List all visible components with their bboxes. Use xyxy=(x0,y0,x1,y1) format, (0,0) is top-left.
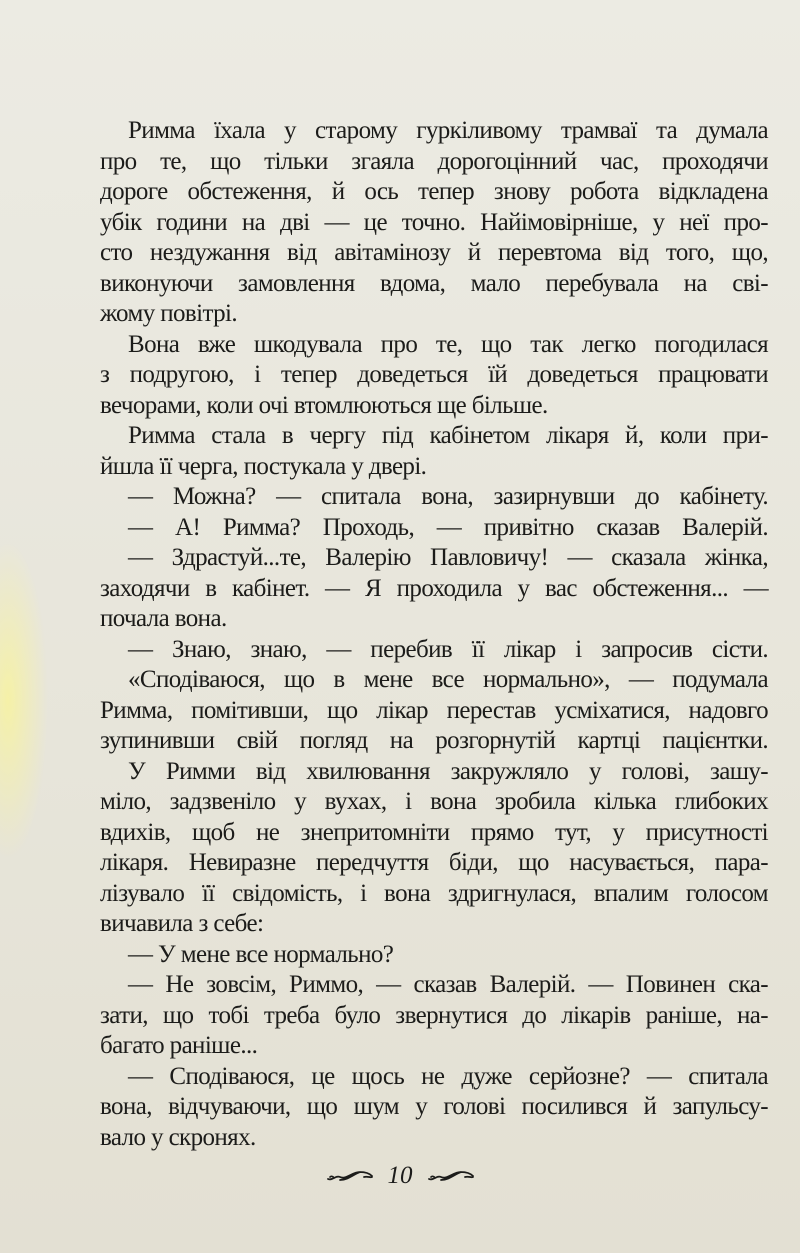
text-line: виконуючи замовлення вдома, мало перебувала на сві- xyxy=(100,269,768,297)
page-number: 10 xyxy=(387,1162,413,1189)
text-line: заходячи в кабінет. — Я проходила у вас обстеження... — xyxy=(100,574,768,602)
book-page-text xyxy=(100,116,768,1153)
text-line: почала вона. xyxy=(100,605,227,632)
text-line: — Знаю, знаю, — перебив її лікар і запросив сісти. xyxy=(128,635,768,663)
text-line: «Сподіваюся, що в мене все нормально», — подумала xyxy=(128,666,768,693)
text-line: міло, задзвеніло у вухах, і вона зробила кілька глибоких xyxy=(100,788,768,815)
text-line: — Можна? — спитала вона, зазирнувши до кабінету. xyxy=(128,483,768,510)
text-line: йшла її черга, постукала у двері. xyxy=(100,452,427,480)
text-line: зупинивши свій погляд на розгорнутій картці пацієнтки. xyxy=(100,727,768,754)
flourish-left-icon xyxy=(326,1168,374,1184)
text-line: — У мене все нормально? xyxy=(128,940,394,968)
text-line: лікаря. Невиразне передчуття біди, що насувається, пара- xyxy=(100,849,768,876)
text-line: вечорами, коли очі втомлюються ще більше. xyxy=(100,391,548,419)
text-line: дороге обстеження, й ось тепер знову робота відкладена xyxy=(100,178,768,205)
text-line: У Римми від хвилювання закружляло у голові, зашу- xyxy=(128,757,768,785)
text-line: з подругою, і тепер доведеться їй доведеться працювати xyxy=(100,361,768,388)
text-line: — Сподіваюся, це щось не дуже серйозне? — спитала xyxy=(128,1062,768,1090)
text-line: вдихів, щоб не знепритомніти прямо тут, у присутності xyxy=(100,818,768,846)
text-line: жому повітрі. xyxy=(100,300,237,327)
page-footer xyxy=(0,1162,800,1190)
text-line: — Здрастуй...те, Валерію Павловичу! — сказала жінка, xyxy=(128,544,768,571)
text-line: убік години на дві — це точно. Найімовірніше, у неї про- xyxy=(100,208,768,236)
flourish-right-icon xyxy=(427,1168,475,1184)
text-line: Римма їхала у старому гуркіливому трамваї та думала xyxy=(128,117,768,144)
text-line: — А! Римма? Проходь, — привітно сказав Валерій. xyxy=(128,513,768,541)
text-line: лізувало її свідомість, і вона здригнулася, впалим голосом xyxy=(100,879,768,907)
text-line: про те, що тільки згаяла дорогоцінний час, проходячи xyxy=(100,147,768,175)
text-line: Римма стала в чергу під кабінетом лікаря й, коли при- xyxy=(128,422,768,449)
text-line: вало у скронях. xyxy=(100,1123,256,1151)
text-line: Римма, помітивши, що лікар перестав усміхатися, надовго xyxy=(100,696,768,724)
text-line: Вона вже шкодувала про те, що так легко погодилася xyxy=(128,330,768,358)
text-line: вичавила з себе: xyxy=(100,910,264,937)
text-line: зати, що тобі треба було звернутися до лікарів раніше, на- xyxy=(100,1001,768,1029)
text-line: вона, відчуваючи, що шум у голові посилився й запульсу- xyxy=(100,1093,768,1120)
text-line: сто нездужання від авітамінозу й перевтома від того, що, xyxy=(100,239,768,266)
text-line: — Не зовсім, Риммо, — сказав Валерій. — Повинен ска- xyxy=(128,971,768,998)
text-line: багато раніше... xyxy=(100,1032,258,1059)
